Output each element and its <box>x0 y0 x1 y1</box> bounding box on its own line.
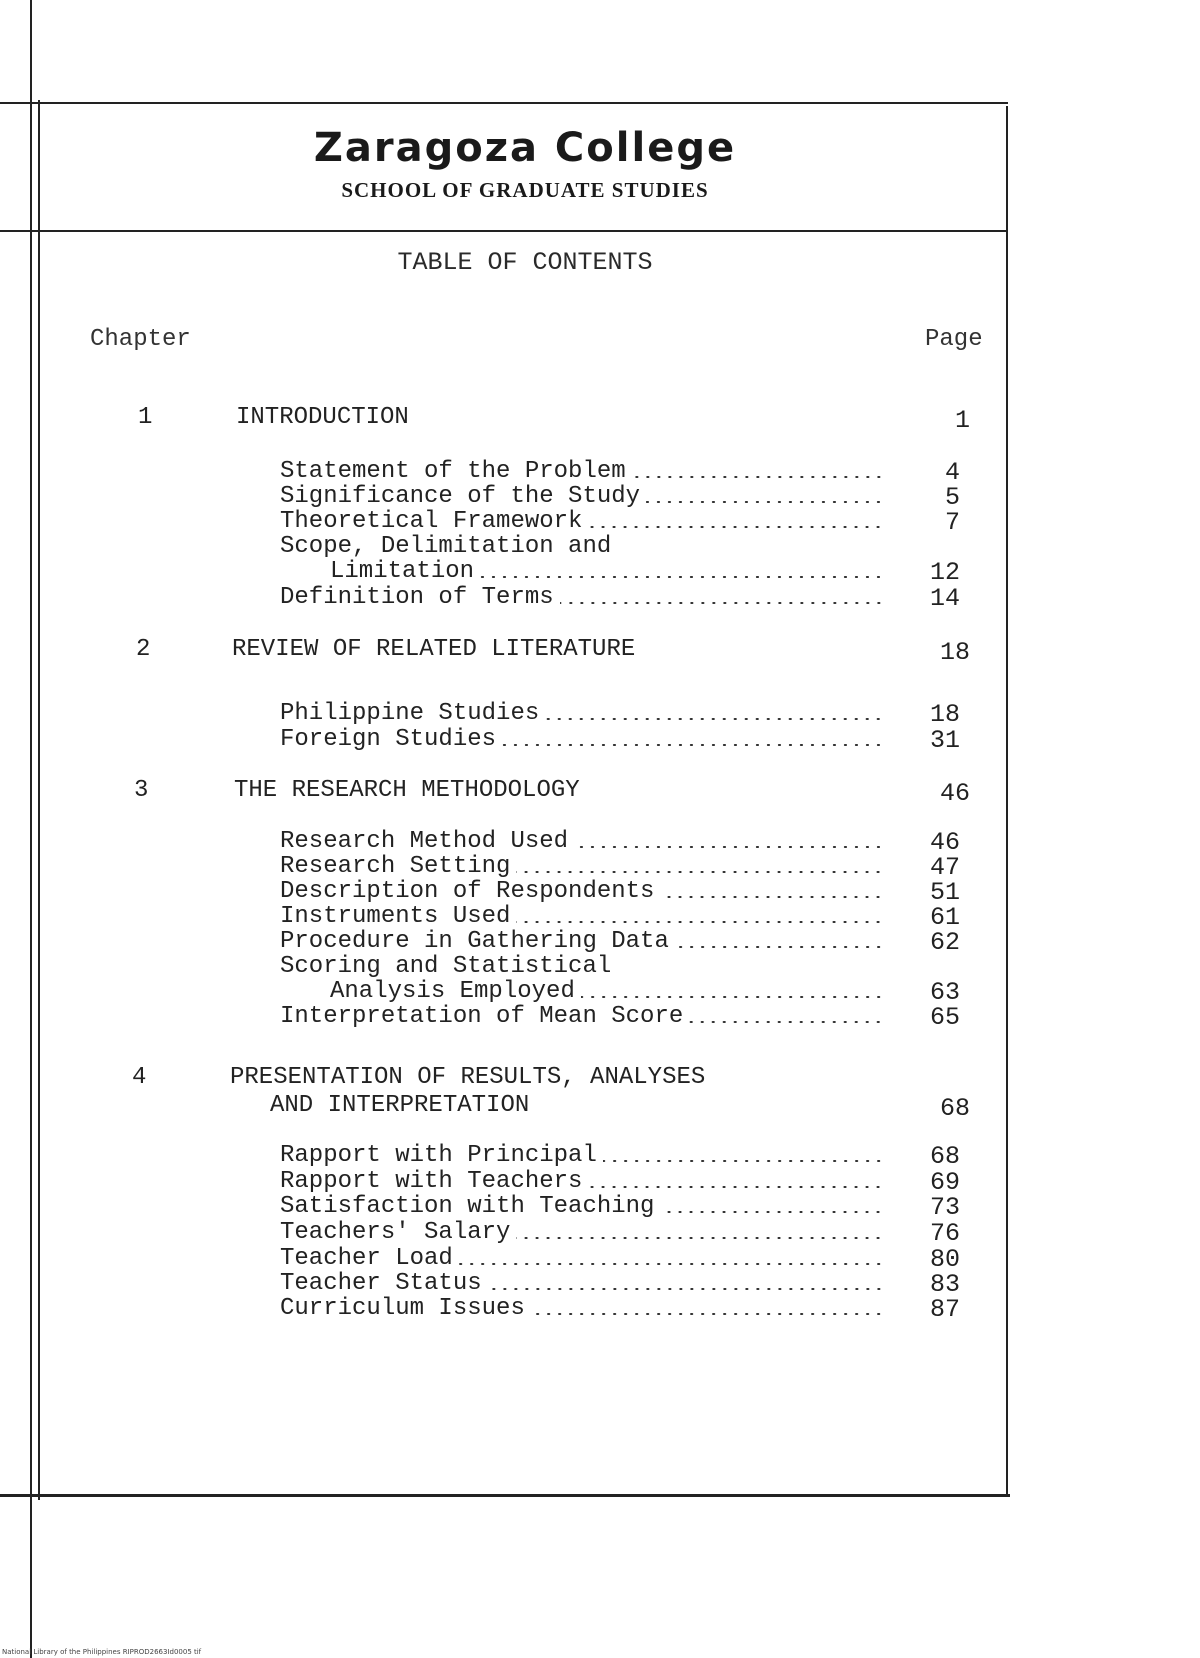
toc-entry-page: 14 <box>929 584 960 613</box>
dot-leader <box>480 576 884 578</box>
toc-entry-label: Limitation <box>330 558 475 585</box>
dot-leader <box>545 718 884 720</box>
toc-entry <box>280 1295 960 1324</box>
dot-leader <box>516 1237 884 1239</box>
chapter-page: 68 <box>939 1094 970 1123</box>
toc-entry <box>280 1193 960 1222</box>
toc-entry-page: 4 <box>944 458 960 487</box>
dot-leader <box>588 1186 884 1188</box>
chapter-title: REVIEW OF RELATED LITERATURE <box>232 636 636 663</box>
chapter-page: 46 <box>939 779 970 808</box>
toc-entry-label: Scope, Delimitation and <box>280 533 612 560</box>
toc-entry-label: Instruments Used <box>280 903 511 930</box>
toc-entry-label: Satisfaction with Teaching <box>280 1193 655 1220</box>
toc-entry <box>280 828 960 857</box>
frame-right-line <box>1006 106 1008 1496</box>
toc-entry-page: 62 <box>929 928 960 957</box>
school-subtitle: SCHOOL OF GRADUATE STUDIES <box>341 178 709 202</box>
chapter-column-label: Chapter <box>90 326 191 353</box>
toc-entry-label: Definition of Terms <box>280 584 554 611</box>
toc-entry-page: 80 <box>929 1245 960 1274</box>
dot-leader <box>459 1263 884 1265</box>
dot-leader <box>560 602 884 604</box>
dot-leader <box>588 526 884 528</box>
toc-entry-page: 46 <box>929 828 960 857</box>
page-column-label: Page <box>925 326 983 353</box>
toc-entry-page: 18 <box>929 700 960 729</box>
toc-entry-label: Research Method Used <box>280 828 569 855</box>
toc-entry <box>280 508 960 537</box>
toc-entry-label: Teacher Status <box>280 1270 482 1297</box>
dot-leader <box>603 1160 884 1162</box>
toc-entry <box>280 726 960 755</box>
toc-entry <box>280 878 960 907</box>
toc-entry <box>280 1270 960 1299</box>
dot-leader <box>581 996 884 998</box>
dot-leader <box>502 744 884 746</box>
toc-entry-page: 83 <box>929 1270 960 1299</box>
toc-entry-label: Analysis Employed <box>330 978 575 1005</box>
toc-entry-label: Theoretical Framework <box>280 508 583 535</box>
toc-entry <box>280 1142 960 1171</box>
toc-entry <box>280 1219 960 1248</box>
toc-entry-page: 5 <box>944 483 960 512</box>
dot-leader <box>660 896 884 898</box>
toc-entry <box>280 483 960 512</box>
toc-entry-page: 73 <box>929 1193 960 1222</box>
toc-entry-label: Philippine Studies <box>280 700 540 727</box>
toc-entry <box>280 700 960 729</box>
toc-entry-page: 7 <box>944 508 960 537</box>
toc-entry <box>280 1168 960 1197</box>
toc-entry-page: 63 <box>929 978 960 1007</box>
toc-entry <box>280 1003 960 1032</box>
toc-entry-page: 68 <box>929 1142 960 1171</box>
toc-entry <box>280 584 960 613</box>
toc-entry-label: Teacher Load <box>280 1245 453 1272</box>
toc-entry-label: Significance of the Study <box>280 483 641 510</box>
toc-entry <box>280 853 960 882</box>
toc-entry-page: 51 <box>929 878 960 907</box>
chapter-number: 3 <box>134 777 149 804</box>
left-margin-line <box>30 0 32 1658</box>
dot-leader <box>689 1021 884 1023</box>
chapter-number: 2 <box>136 636 151 663</box>
chapter-number: 4 <box>132 1064 147 1091</box>
scan-footer-note: National Library of the Philippines RIPROD2663Id0005 tif <box>2 1648 202 1656</box>
toc-entry-label: Foreign Studies <box>280 726 497 753</box>
toc-heading: TABLE OF CONTENTS <box>397 248 653 277</box>
toc-entry-page: 61 <box>929 903 960 932</box>
toc-entry-page: 69 <box>929 1168 960 1197</box>
toc-entry-label: Scoring and Statistical <box>280 953 612 980</box>
toc-entry-page: 12 <box>929 558 960 587</box>
chapter-page: 18 <box>939 638 970 667</box>
toc-entry <box>280 533 890 559</box>
toc-entry <box>280 458 960 487</box>
toc-entry-label: Rapport with Principal <box>280 1142 597 1169</box>
frame-top-line <box>0 102 1008 104</box>
toc-entry-page: 31 <box>929 726 960 755</box>
chapter-page: 1 <box>954 406 970 435</box>
dot-leader <box>574 846 884 848</box>
chapter-title: INTRODUCTION <box>236 404 409 431</box>
toc-entry <box>280 928 960 957</box>
toc-entry <box>330 558 960 587</box>
toc-entry-label: Description of Respondents <box>280 878 655 905</box>
frame-left-line <box>38 100 40 1500</box>
toc-entry <box>280 953 890 979</box>
chapter-number: 1 <box>138 404 153 431</box>
toc-entry-label: Interpretation of Mean Score <box>280 1003 684 1030</box>
chapter-title: THE RESEARCH METHODOLOGY <box>234 777 580 804</box>
dot-leader <box>660 1211 884 1213</box>
toc-entry-label: Statement of the Problem <box>280 458 626 485</box>
frame-bottom-line <box>0 1494 1010 1497</box>
dot-leader <box>516 921 884 923</box>
toc-entry <box>280 903 960 932</box>
toc-entry-label: Procedure in Gathering Data <box>280 928 669 955</box>
dot-leader <box>531 1313 884 1315</box>
toc-entry-page: 76 <box>929 1219 960 1248</box>
header-divider-line <box>0 230 1008 232</box>
chapter-title-continuation: AND INTERPRETATION <box>270 1092 530 1119</box>
toc-entry-page: 47 <box>929 853 960 882</box>
dot-leader <box>675 946 884 948</box>
dot-leader <box>488 1288 884 1290</box>
toc-entry-page: 87 <box>929 1295 960 1324</box>
dot-leader <box>646 501 884 503</box>
college-title: Zaragoza College <box>313 125 737 171</box>
toc-entry-page: 65 <box>929 1003 960 1032</box>
toc-entry-label: Curriculum Issues <box>280 1295 525 1322</box>
toc-entry <box>330 978 960 1007</box>
dot-leader <box>632 476 884 478</box>
chapter-title: PRESENTATION OF RESULTS, ANALYSES <box>230 1064 706 1091</box>
dot-leader <box>516 871 884 873</box>
toc-entry-label: Research Setting <box>280 853 511 880</box>
toc-entry-label: Rapport with Teachers <box>280 1168 583 1195</box>
toc-entry <box>280 1245 960 1274</box>
toc-entry-label: Teachers' Salary <box>280 1219 511 1246</box>
